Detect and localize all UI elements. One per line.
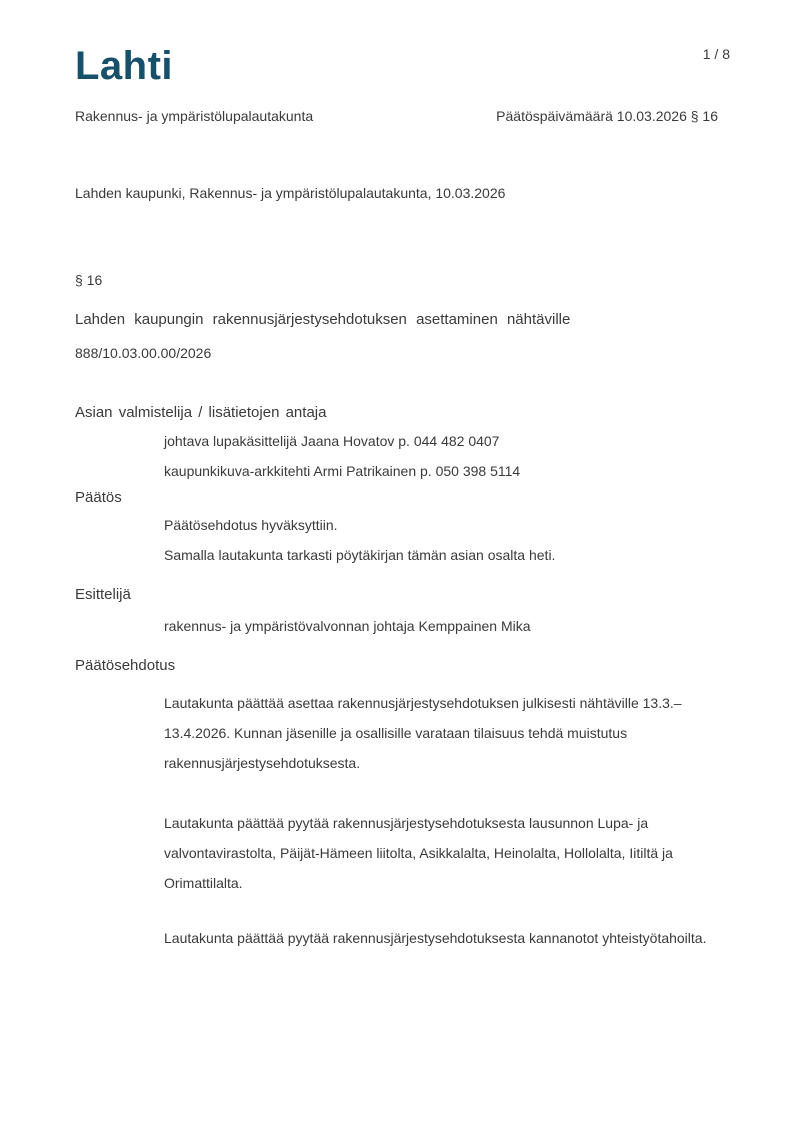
preparer-line: kaupunkikuva-arkkitehti Armi Patrikainen p. 050 398 5114 [164,463,521,479]
proposal-paragraph: Lautakunta päättää pyytää rakennusjärjestysehdotuksesta kannanotot yhteistyötahoilta. [164,930,707,946]
organization-line: Lahden kaupunki, Rakennus- ja ympäristölupalautakunta, 10.03.2026 [75,185,506,201]
section-heading-preparer: Asian valmistelija / lisätietojen antaja [75,404,327,421]
section-heading-presenter: Esittelijä [75,586,131,603]
diary-number: 888/10.03.00.00/2026 [75,345,212,361]
presenter-lines [164,611,742,641]
proposal-paragraph: Lautakunta päättää pyytää rakennusjärjestysehdotuksesta lausunnon Lupa- ja valvontavirastolta, Päijät-Hämeen liitolta, Asikkalalta, Heinolalta, Hollolalta, Iitiltä ja Orimattilalta. [164,815,673,891]
preparer-line: johtava lupakäsittelijä Jaana Hovatov p. 044 482 0407 [164,433,500,449]
committee-name: Rakennus- ja ympäristölupalautakunta [75,108,314,124]
page-number: 1 / 8 [702,46,730,62]
proposal-paragraph: Lautakunta päättää asettaa rakennusjärjestysehdotuksen julkisesti nähtäville 13.3.–13.4.2026. Kunnan jäsenille ja osallisille varataan tilaisuus tehdä muistutus rakennusjärjestysehdotuksesta. [164,695,682,771]
preparer-lines [164,426,742,486]
section-paragraph-mark: § 16 [75,272,103,288]
decision-date: Päätöspäivämäärä 10.03.2026 § 16 [496,108,718,124]
presenter-line: rakennus- ja ympäristövalvonnan johtaja Kemppainen Mika [164,618,531,634]
decision-lines [164,510,742,570]
decision-line: Samalla lautakunta tarkasti pöytäkirjan tämän asian osalta heti. [164,547,556,563]
document-header-row [75,108,718,124]
section-heading-proposal: Päätösehdotus [75,657,176,674]
section-heading-decision: Päätös [75,489,122,506]
decision-line: Päätösehdotus hyväksyttiin. [164,517,338,533]
lahti-logo: Lahti [75,44,174,88]
document-title: Lahden kaupungin rakennusjärjestysehdotuksen asettaminen nähtäville [75,311,571,328]
